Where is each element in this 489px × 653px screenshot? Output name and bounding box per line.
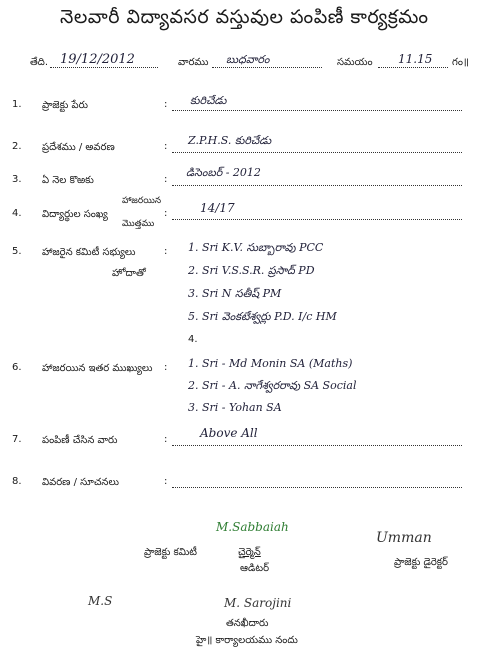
member-item: 1. Sri K.V. సుబ్బారావు PCC — [188, 241, 324, 254]
member-item: 1. Sri - Md Monin SA (Maths) — [188, 357, 353, 370]
row-number: 3. — [12, 174, 22, 185]
committee-label: ప్రాజెక్టు కమిటీ — [144, 547, 197, 558]
row-number: 7. — [12, 434, 22, 445]
row-label: ఏ నెల కొఱకు — [42, 175, 94, 186]
row-number: 4. — [12, 208, 22, 219]
member-item: 5. Sri వెంకటేశ్వర్లు P.D. I/c HM — [188, 310, 337, 323]
director-signature: Umman — [376, 530, 432, 546]
member-item: 4. — [188, 334, 198, 345]
colon: : — [164, 141, 168, 152]
colon: : — [164, 476, 168, 487]
row-label: పంపిణీ చేసిన వారు — [42, 435, 118, 446]
row-number: 8. — [12, 476, 22, 487]
tanakhidaru-label: తనఖీదారు — [226, 618, 269, 629]
time-unit: గం॥ — [452, 57, 469, 68]
colon: : — [164, 174, 168, 185]
row-number: 6. — [12, 362, 22, 373]
date-dots — [50, 67, 158, 68]
member-item: 3. Sri N సతీష్ PM — [188, 287, 282, 300]
row-value: Z.P.H.S. కురిచేడు — [188, 134, 272, 147]
row-value: 14/17 — [200, 201, 235, 215]
row-dots — [172, 152, 462, 153]
auditor-label: ఆడిటర్ — [240, 563, 270, 574]
date-label: తేది. — [30, 57, 49, 68]
row-number: 5. — [12, 246, 22, 257]
member-item: 2. Sri V.S.S.R. ప్రసాద్ PD — [188, 264, 315, 277]
row-number: 2. — [12, 141, 22, 152]
colon: : — [164, 246, 168, 257]
member-item: 3. Sri - Yohan SA — [188, 401, 282, 414]
chairman-signature: M.Sabbaiah — [216, 520, 289, 534]
left-signature: M.S — [88, 594, 113, 608]
time-dots — [378, 67, 448, 68]
time-value: 11.15 — [398, 52, 433, 66]
colon: : — [164, 434, 168, 445]
form-title: నెలవారీ విద్యావసర వస్తువుల పంపిణీ కార్యక్రమం — [60, 6, 429, 28]
row-label: వివరణ / సూచనలు — [42, 477, 120, 488]
row-value: డిసెంబర్ - 2012 — [186, 166, 261, 179]
colon: : — [164, 362, 168, 373]
row-label: హాజరయిన ఇతర ముఖ్యులు — [42, 363, 153, 374]
row-label: ప్రదేశము / అవరణ — [42, 142, 115, 153]
tanakhidaru-signature: M. Sarojini — [224, 596, 292, 610]
row-sub-label: హోదాతో — [112, 268, 146, 279]
day-value: బుధవారం — [226, 53, 270, 66]
row-dots — [172, 487, 462, 488]
row-label: హాజరైన కమిటీ సభ్యులు — [42, 247, 136, 258]
colon: : — [164, 99, 168, 110]
row-dots — [172, 110, 462, 111]
day-label: వారము — [178, 57, 209, 68]
chairman-label: చైర్మెన్ — [238, 547, 261, 558]
member-item: 2. Sri - A. నాగేశ్వరరావు SA Social — [188, 379, 357, 392]
row-label: ప్రాజెక్టు పేరు — [42, 100, 88, 111]
row-dots — [172, 219, 462, 220]
row-sub-top: హాజరయిన — [122, 196, 162, 206]
row-label: విద్యార్థుల సంఖ్య — [42, 209, 108, 220]
row-value: Above All — [200, 426, 258, 440]
row-dots — [172, 445, 462, 446]
date-value: 19/12/2012 — [60, 52, 135, 67]
director-label: ప్రాజెక్టు డైరెక్టర్ — [394, 557, 448, 568]
row-sub-bottom: మొత్తము — [122, 219, 155, 229]
office-label: హై॥ కార్యాలయము నందు — [196, 635, 298, 646]
time-label: సమయం — [337, 57, 373, 68]
row-dots — [172, 185, 462, 186]
row-value: కురిచేడు — [190, 94, 227, 107]
colon: : — [164, 208, 168, 219]
row-number: 1. — [12, 99, 22, 110]
